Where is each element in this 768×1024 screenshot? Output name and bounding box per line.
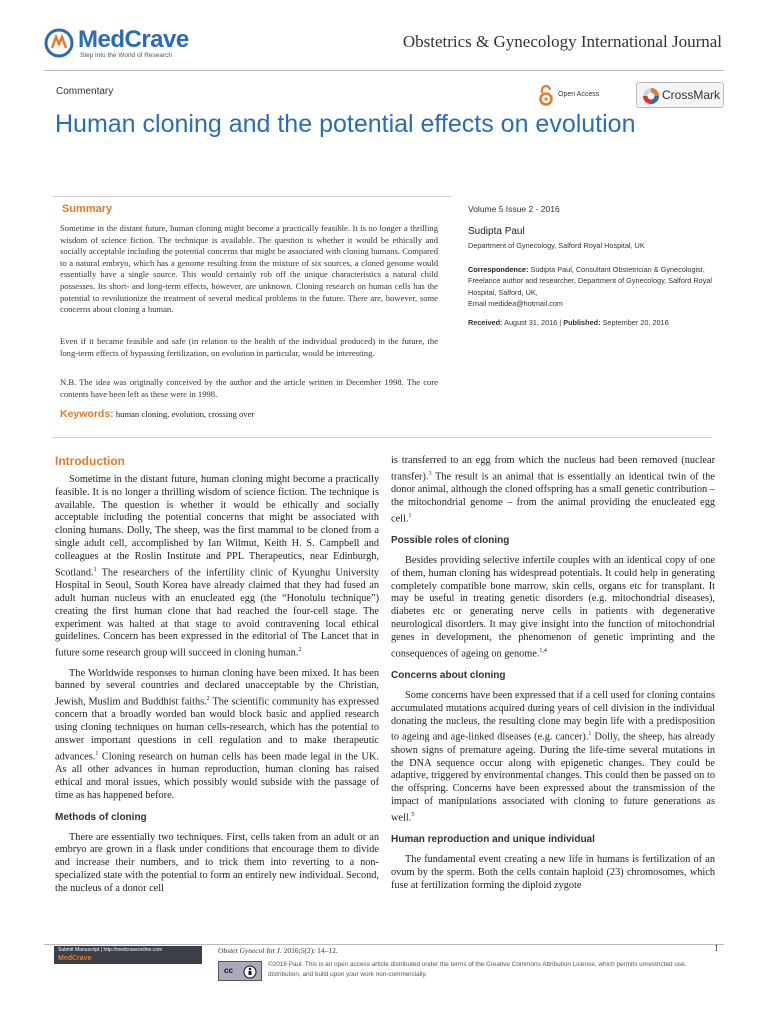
crossmark-button[interactable] (636, 82, 724, 108)
license-text: ©2016 Paul. This is an open access article distributed under the terms of the Creative Commons Attribution License, which permits unrestricted use, distribution, and build upon your work non-commercially. (268, 961, 687, 978)
summary-paragraph-2: Even if it became feasible and safe (in relation to the health of the individual produced) in the future, the long-term effects of bypassing fertilization, on evolution in particular, would be interesting. (60, 336, 438, 358)
article-title: Human cloning and the potential effects on evolution (55, 110, 636, 138)
reproduction-heading: Human reproduction and unique individual (391, 834, 595, 846)
keywords-label: Keywords: (60, 408, 114, 420)
logo-wordmark: MedCrave (78, 26, 189, 53)
logo-tagline: Step into the World of Research (80, 52, 173, 59)
reference-marker[interactable]: 1 (408, 512, 412, 519)
page-number: 1 (714, 943, 719, 953)
article-type: Commentary (56, 86, 114, 97)
reference-marker[interactable]: 5 (411, 811, 415, 818)
concerns-heading: Concerns about cloning (391, 670, 506, 682)
roles-paragraph-1: Besides providing selective infertile couples with an identical copy of one of them, human cloning has widespread potentials. It could help in generating completely compatible bone marrow, skin cells, organs etc for transplant. It may be useful in treating genetic disorders (e.g. mitochondrial diseases), diabetes etc or generating nerve cells in patients with degenerative neurological disorders. It may give insight into the function of mitochondrial genes in development, the phenomenon of genetic imprinting and the consequences of ageing on genome.$^{1,4}$ (391, 554, 715, 660)
reference-marker[interactable]: 1 (93, 566, 97, 573)
body-column-right (391, 455, 715, 893)
email-label: Email (468, 298, 487, 308)
crossmark-label: CrossMark (662, 88, 721, 102)
medcrave-emblem-icon (44, 28, 74, 58)
cc-icon: cc (224, 966, 233, 975)
reference-marker[interactable]: 2 (206, 696, 210, 703)
correspondence (468, 264, 724, 309)
methods-heading: Methods of cloning (55, 811, 147, 823)
introduction-heading: Introduction (55, 454, 125, 468)
email-link[interactable]: medidea@hotmail.com (488, 298, 564, 308)
reference-marker[interactable]: 1,4 (539, 647, 547, 654)
roles-heading: Possible roles of cloning (391, 535, 510, 547)
citation: Obstet Gynecol Int J. 2016;5(2): 14‒12. (218, 946, 338, 955)
summary-paragraph-3: N.B. The idea was originally conceived by the author and the article written in December 1998. The core contents have been left as these were in 1998. (60, 377, 438, 399)
body-divider (52, 437, 712, 438)
reference-marker[interactable]: 1 (95, 750, 99, 757)
journal-name: Obstetrics & Gynecology International Journal (402, 32, 722, 51)
attribution-person-icon (243, 965, 257, 979)
correspondence-text: Sudipta Paul, Consultant Obstetrician & Gynecologist, Freelance author and researcher, Department of Gynecology, Salford Royal Hospital, Salford, UK, (468, 265, 713, 297)
article-info (468, 204, 724, 327)
header-divider (44, 70, 724, 71)
body-column-left (55, 455, 379, 896)
medcrave-logo[interactable] (44, 28, 194, 64)
open-access-label: Open Access (558, 91, 600, 98)
reference-marker[interactable]: 2 (298, 647, 302, 654)
reproduction-paragraph-1: The fundamental event creating a new life in humans is fertilization of an ovum by the sperm. Both the cells contain haploid (23) chromosomes, which fuse at fertilization forming the diploid zygote (391, 854, 715, 891)
keywords (60, 408, 440, 420)
submit-manuscript-link[interactable]: Submit Manuscript | http://medcraveonline.com (58, 947, 163, 953)
concerns-paragraph-1: Some concerns have been expressed that if a cell used for cloning contains accumulated mutations acquired during years of cell division in the individual donating the nucleus, the resulting clone may begin life with a predisposition to ageing and age-linked diseases (e.g. cancer).$^1$ Dolly, the sheep, has already shown signs of premature ageing. During the life-time several mutations in the DNA sequence occur along with epigenetic changes. They could be adaptive, triggered by environmental changes. This could then be passed on to the offspring. Concerns have been expressed about the transmission of the impact of manipulations associated with cloning to future generations as well.$^5$ (391, 689, 715, 824)
introduction-paragraph-2: The Worldwide responses to human cloning have been mixed. It has been banned by several countries and declared unacceptable by the Christian, Jewish, Muslim and Buddhist faiths.$^2$ The scientific community has expressed concern that a broadly worded ban would block basic and applied research using cloning techniques on human cells-research, which has the potential to answer important questions in cell regulation and to make therapeutic advances.$^1$ Cloning research on human cells has been made legal in the UK. As all other advances in human reproduction, human cloning has raised ethical and moral issues, which possibly would subside with the passage of time as has happened before. (55, 667, 379, 801)
methods-paragraph-continued: is transferred to an egg from which the nucleus had been removed (nuclear transfer).$^3$ The result is an animal that is essentially an identical twin of the donor animal, although the cloned offspring has a small genetic contribution – the mitochondrial genome – from the animal providing the enucleated egg cell.$^1$ (391, 455, 715, 525)
introduction-paragraph-1: Sometime in the distant future, human cloning might become a practically feasible. It is no longer a thrilling wisdom of science fiction. The technique is available. The question is whether it would be ethically and socially acceptable including the potential concerns that might be associated with cloning humans. Dolly, The sheep, was the first mammal to be cloned from a single adult cell, accomplished by Ian Wilmut, Keith H. S. Campbell and colleagues at the Roslin Institute and PPL Therapeutics, near Edinburgh, Scotland.$^1$ The researchers of the infertility clinic of Kyunghu University Hospital in Seoul, South Korea have already claimed that they had fused an adult human nucleus with an enucleated egg (the “Honolulu technique”) creating the first human clone that had reached the four-cell stage. The experiment was halted at that stage to avoid contravening local ethical guidelines. Concern has been expressed in the editorial of The Lancet that in future some research group will succeed in cloning human.$^2$ (55, 473, 379, 659)
volume-issue: Volume 5 Issue 2 - 2016 (468, 204, 560, 214)
crossmark-icon (642, 87, 660, 105)
published-label: Published: (563, 318, 601, 328)
keywords-text: human cloning, evolution, crossing over (115, 409, 255, 419)
methods-paragraph-1: There are essentially two techniques. First, cells taken from an adult or an embryo are grown in a flask under conditions that encourage them to divide and increase their numbers, and to trick them into reverting to a non-specialized state with the potential to form an entirely new individual. Second, the nucleus of a donor cell (55, 831, 379, 894)
footer-divider (44, 944, 724, 945)
article-dates: Received: August 31, 2016 | Published: September 20, 2016 (468, 318, 669, 328)
author-name: Sudipta Paul (468, 226, 525, 237)
summary-paragraph-1: Sometime in the distant future, human cloning might become a practically feasible. It is no longer a thrilling wisdom of science fiction. The technique is available. The question is whether it would be ethically and socially acceptable including the potential concerns that might be associated with cloning humans. Compared to a natural embryo, which has a genome resulting from the mixture of six sources, a cloned genome would essentially have a single source. This would certainly rob off the unique characteristics a natural child possesses. Its short- and long-term effects, however, are unknown. Cloning research on human cells has the potential to revolutionize the treatment of several medical problems in the future. There are, however, some concerns about cloning a human. (60, 223, 438, 315)
reference-marker[interactable]: 1 (588, 731, 592, 738)
reference-marker[interactable]: 3 (428, 470, 432, 477)
open-access-lock-icon (538, 84, 554, 106)
creative-commons-badge[interactable] (218, 961, 262, 981)
received-label: Received: (468, 318, 503, 328)
open-access-badge[interactable] (538, 84, 628, 108)
correspondence-label: Correspondence: (468, 265, 529, 274)
published-date: September 20, 2016 (602, 318, 669, 328)
received-date: August 31, 2016 (504, 318, 558, 328)
summary-heading: Summary (62, 203, 113, 215)
footer-logo: MedCrave (58, 955, 92, 962)
author-affiliation: Department of Gynecology, Salford Royal Hospital, UK (468, 241, 645, 250)
submit-manuscript-banner[interactable] (54, 946, 202, 964)
